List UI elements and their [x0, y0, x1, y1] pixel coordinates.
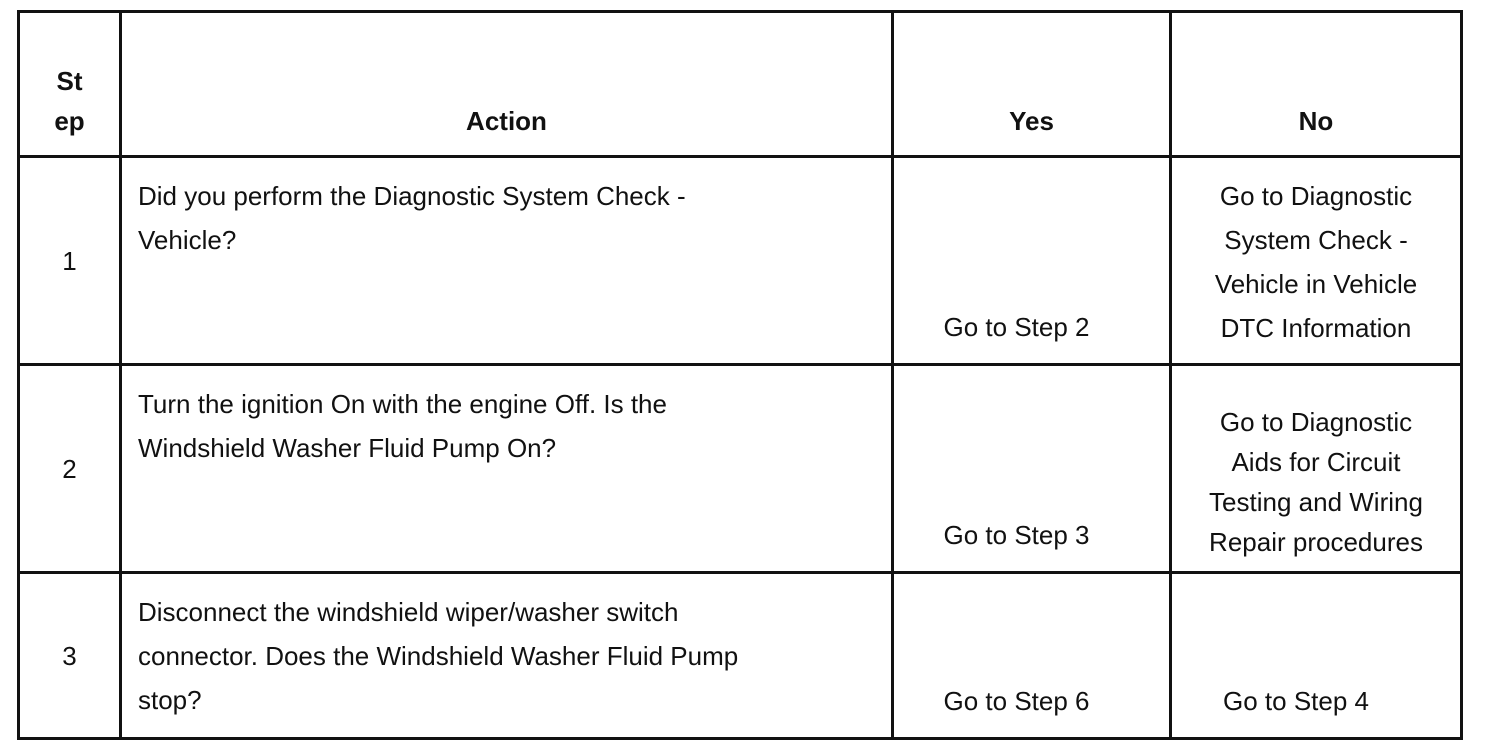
action-text: Turn the ignition On with the engine Off. Is the	[138, 389, 667, 419]
step-number: 3	[19, 573, 121, 739]
step-header-line1: St	[56, 66, 83, 96]
no-cell	[1171, 573, 1462, 739]
table-row	[19, 365, 1462, 573]
header-row	[19, 12, 1462, 157]
no-text: Testing and Wiring	[1209, 487, 1423, 517]
no-header: No	[1171, 12, 1462, 157]
no-text: Aids for Circuit	[1231, 447, 1401, 477]
no-cell	[1171, 365, 1462, 573]
action-cell	[121, 157, 893, 365]
no-text: Vehicle in Vehicle	[1214, 269, 1418, 299]
step-header	[19, 12, 121, 157]
action-text: connector. Does the Windshield Washer Fluid Pump	[138, 641, 739, 671]
action-cell	[121, 573, 893, 739]
yes-header: Yes	[893, 12, 1171, 157]
no-text: Go to Diagnostic	[1219, 181, 1413, 211]
no-text: Repair procedures	[1209, 527, 1423, 557]
table-row	[19, 157, 1462, 365]
no-text: System Check -	[1224, 225, 1408, 255]
step-header-line2: ep	[54, 106, 85, 136]
action-text: Disconnect the windshield wiper/washer switch	[138, 597, 679, 627]
action-cell	[121, 365, 893, 573]
action-text: Did you perform the Diagnostic System Check -	[138, 181, 686, 211]
yes-cell: Go to Step 3	[893, 365, 1171, 573]
table-row	[19, 573, 1462, 739]
diagnostic-table	[17, 10, 1463, 740]
action-text: Windshield Washer Fluid Pump On?	[138, 433, 557, 463]
action-text: Vehicle?	[138, 225, 237, 255]
action-text: stop?	[138, 685, 202, 715]
no-cell	[1171, 157, 1462, 365]
no-text: Go to Diagnostic	[1219, 407, 1413, 437]
step-number: 1	[19, 157, 121, 365]
action-header: Action	[121, 12, 893, 157]
no-text: DTC Information	[1220, 313, 1412, 343]
no-text: Go to Step 4	[1223, 686, 1369, 716]
yes-cell: Go to Step 2	[893, 157, 1171, 365]
yes-cell: Go to Step 6	[893, 573, 1171, 739]
step-number: 2	[19, 365, 121, 573]
